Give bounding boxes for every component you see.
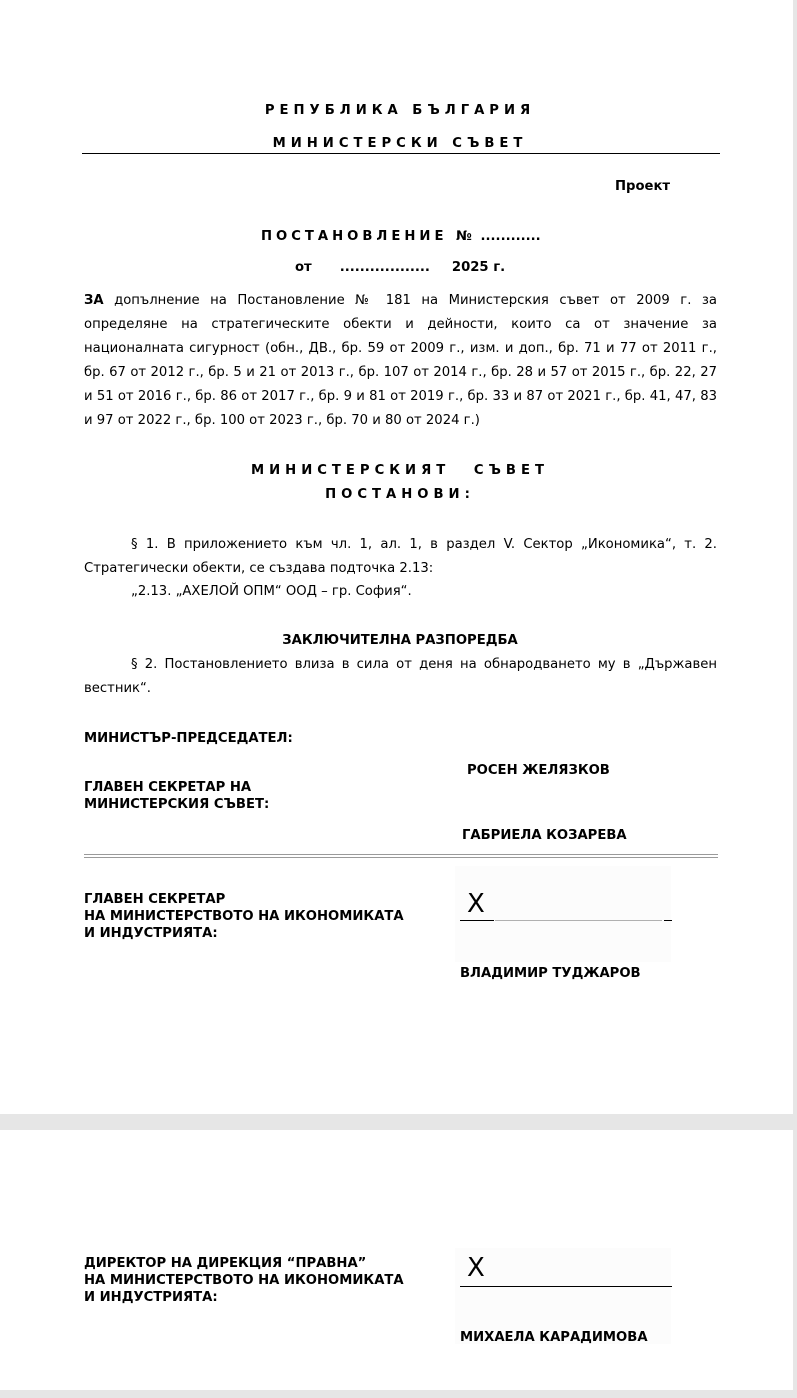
signature-box-1[interactable]	[455, 866, 671, 962]
article-1: § 1. В приложението към чл. 1, ал. 1, в раздел V. Сектор „Икономика“, т. 2. Стратегически обекти, се създава подточка 2.13:	[84, 537, 717, 576]
signature-line-1c	[664, 920, 672, 921]
pm-name: РОСЕН ЖЕЛЯЗКОВ	[467, 763, 610, 778]
decree-subject: ЗА допълнение на Постановление № 181 на Министерския съвет от 2009 г. за определяне на стратегическите обекти и дейности, които са от значение за националната сигурност (обн., ДВ., бр. 59 от 2009 г., изм. и доп., бр. 71 и 77 от 2011 г., бр. 67 от 2012 г., бр. 5 и 21 от 2013 г., бр. 107 от 2014 г., бр. 28 и 57 от 2015 г., бр. 22, 27 и 51 от 2016 г., бр. 86 от 2017 г., бр. 9 и 81 от 2019 г., бр. 33 и 87 от 2021 г., бр. 41, 47, 83 и 97 от 2022 г., бр. 100 от 2023 г., бр. 70 и 80 от 2024 г.)	[84, 293, 717, 428]
date-placeholder: ..................	[339, 260, 430, 275]
decree-year: 2025 г.	[451, 260, 506, 275]
legal-director-label: ДИРЕКТОР НА ДИРЕКЦИЯ “ПРАВНА” НА МИНИСТЕРСТВОТО НА ИКОНОМИКАТА И ИНДУСТРИЯТА:	[84, 1256, 404, 1305]
separator-rule-top	[84, 854, 718, 855]
legal-director-name: МИХАЕЛА КАРАДИМОВА	[460, 1330, 648, 1345]
signature-mark-2: X	[467, 1253, 485, 1283]
decree-date: от .................. 2025 г.	[295, 260, 506, 275]
country-title: РЕПУБЛИКА БЪЛГАРИЯ	[264, 103, 536, 118]
document-page-2	[0, 1130, 793, 1390]
separator-rule-bottom	[84, 857, 718, 858]
draft-label: Проект	[615, 179, 671, 194]
signature-line-1b	[495, 920, 662, 921]
decree-number-placeholder: ............	[480, 229, 541, 244]
ministry-secretary-label: ГЛАВЕН СЕКРЕТАР НА МИНИСТЕРСТВОТО НА ИКОНОМИКАТА И ИНДУСТРИЯТА:	[84, 892, 404, 941]
council-title: МИНИСТЕРСКИ СЪВЕТ	[272, 136, 528, 151]
article-2: § 2. Постановлението влиза в сила от деня на обнародването му в „Държавен вестник“.	[84, 657, 717, 696]
signature-mark-1: X	[467, 889, 485, 919]
decision-line-1: МИНИСТЕРСКИЯТ СЪВЕТ	[251, 463, 549, 478]
ministry-secretary-name: ВЛАДИМИР ТУДЖАРОВ	[460, 966, 641, 981]
cm-secretary-label: ГЛАВЕН СЕКРЕТАР НА МИНИСТЕРСКИЯ СЪВЕТ:	[84, 780, 270, 812]
pm-label: МИНИСТЪР-ПРЕДСЕДАТЕЛ:	[84, 731, 293, 746]
header-rule	[82, 153, 720, 154]
final-provision-heading: ЗАКЛЮЧИТЕЛНА РАЗПОРЕДБА	[282, 633, 518, 648]
signature-line-2	[460, 1286, 672, 1287]
article-1-quote: „2.13. „АХЕЛОЙ ОПМ“ ООД – гр. София“.	[131, 584, 412, 599]
signature-line-1a	[460, 920, 494, 921]
decision-line-2: ПОСТАНОВИ:	[325, 487, 475, 502]
cm-secretary-name: ГАБРИЕЛА КОЗАРЕВА	[462, 828, 627, 843]
decree-title: ПОСТАНОВЛЕНИЕ № ............	[261, 229, 541, 244]
